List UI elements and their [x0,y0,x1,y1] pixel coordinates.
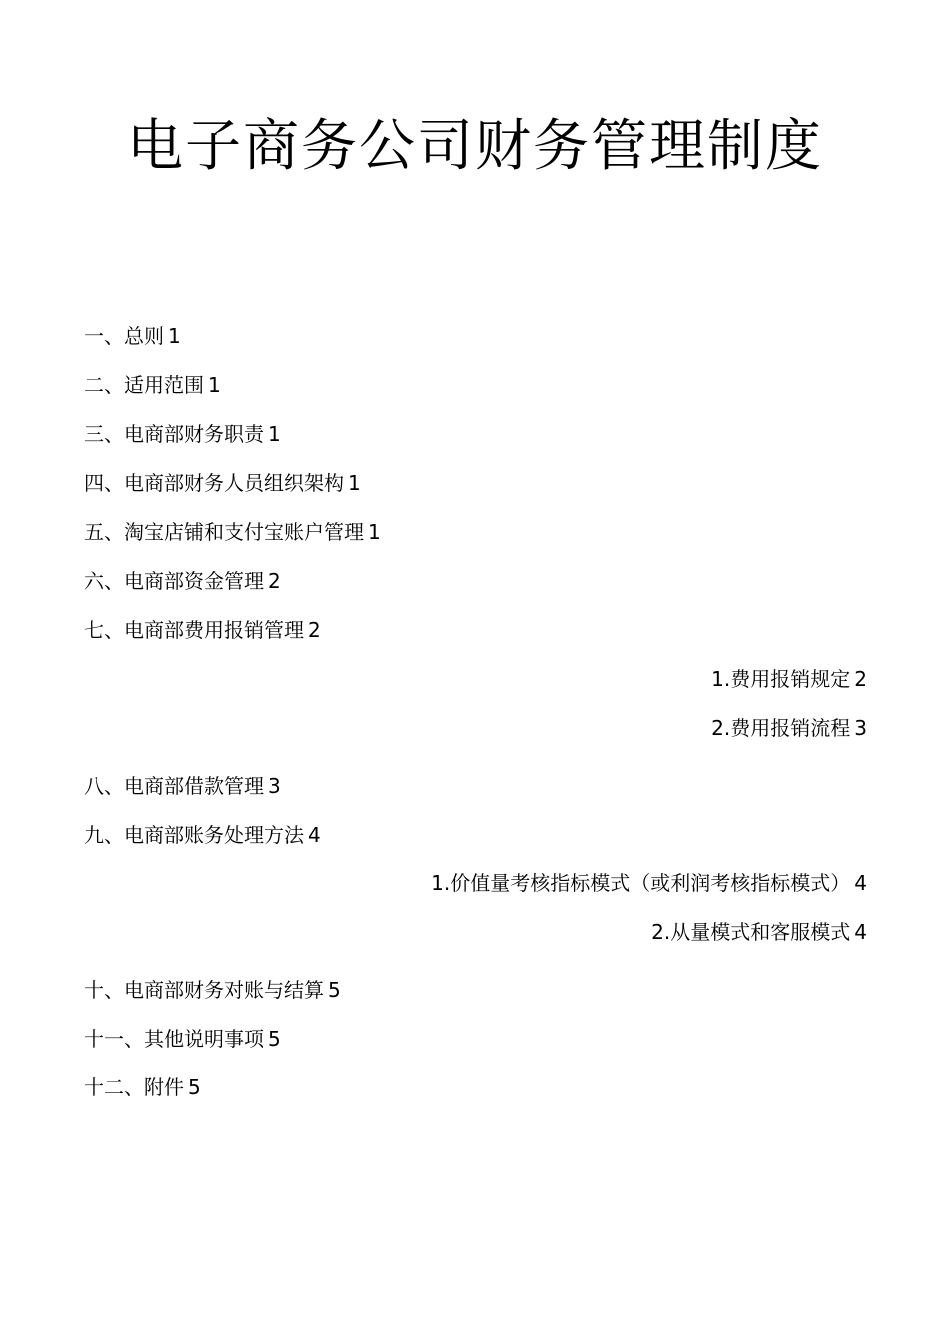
toc-subitem-value-assessment-model[interactable] [431,869,867,897]
toc-item-page: 1 [368,520,381,544]
toc-item-page: 5 [268,1027,281,1051]
toc-item-loan-management[interactable] [84,772,281,800]
page-title: 电子商务公司财务管理制度 [127,114,823,179]
toc-item-page: 3 [268,774,281,798]
toc-item-page: 1 [168,324,181,348]
toc-item-page: 3 [854,716,867,740]
toc-item-label: 十一、其他说明事项 [84,1027,264,1051]
toc-subitem-reimbursement-rules[interactable] [711,665,867,693]
toc-item-page: 4 [308,823,321,847]
toc-item-fund-management[interactable] [84,567,281,595]
toc-item-label: 四、电商部财务人员组织架构 [84,471,344,495]
toc-item-page: 5 [188,1075,201,1099]
toc-item-reconciliation-settlement[interactable] [84,976,341,1004]
toc-item-label: 八、电商部借款管理 [84,774,264,798]
toc-item-label: 十、电商部财务对账与结算 [84,978,324,1002]
toc-item-page: 1 [208,373,221,397]
toc-item-attachments[interactable] [84,1073,201,1101]
toc-item-label: 六、电商部资金管理 [84,569,264,593]
toc-item-page: 2 [308,618,321,642]
toc-item-label: 三、电商部财务职责 [84,422,264,446]
toc-item-label: 一、总则 [84,324,164,348]
toc-item-page: 4 [854,920,867,944]
toc-item-label: 2.费用报销流程 [711,716,851,740]
toc-item-label: 七、电商部费用报销管理 [84,618,304,642]
toc-subitem-volume-service-model[interactable] [651,918,867,946]
toc-item-label: 2.从量模式和客服模式 [651,920,851,944]
toc-item-page: 1 [348,471,361,495]
toc-item-label: 1.价值量考核指标模式（或利润考核指标模式） [431,871,851,895]
toc-item-accounting-methods[interactable] [84,821,321,849]
toc-item-label: 二、适用范围 [84,373,204,397]
toc-item-label: 五、淘宝店铺和支付宝账户管理 [84,520,364,544]
toc-item-finance-duties[interactable] [84,420,281,448]
toc-item-label: 1.费用报销规定 [711,667,851,691]
toc-item-page: 1 [268,422,281,446]
toc-item-general-provisions[interactable] [84,322,181,350]
toc-item-label: 十二、附件 [84,1075,184,1099]
toc-subitem-reimbursement-process[interactable] [711,714,867,742]
toc-item-page: 2 [268,569,281,593]
toc-item-scope[interactable] [84,371,221,399]
toc-item-store-account-management[interactable] [84,518,381,546]
toc-item-other-notes[interactable] [84,1025,281,1053]
toc-item-org-structure[interactable] [84,469,361,497]
toc-item-page: 4 [854,871,867,895]
toc-item-page: 5 [328,978,341,1002]
toc-item-expense-reimbursement[interactable] [84,616,321,644]
toc-item-label: 九、电商部账务处理方法 [84,823,304,847]
toc-item-page: 2 [854,667,867,691]
